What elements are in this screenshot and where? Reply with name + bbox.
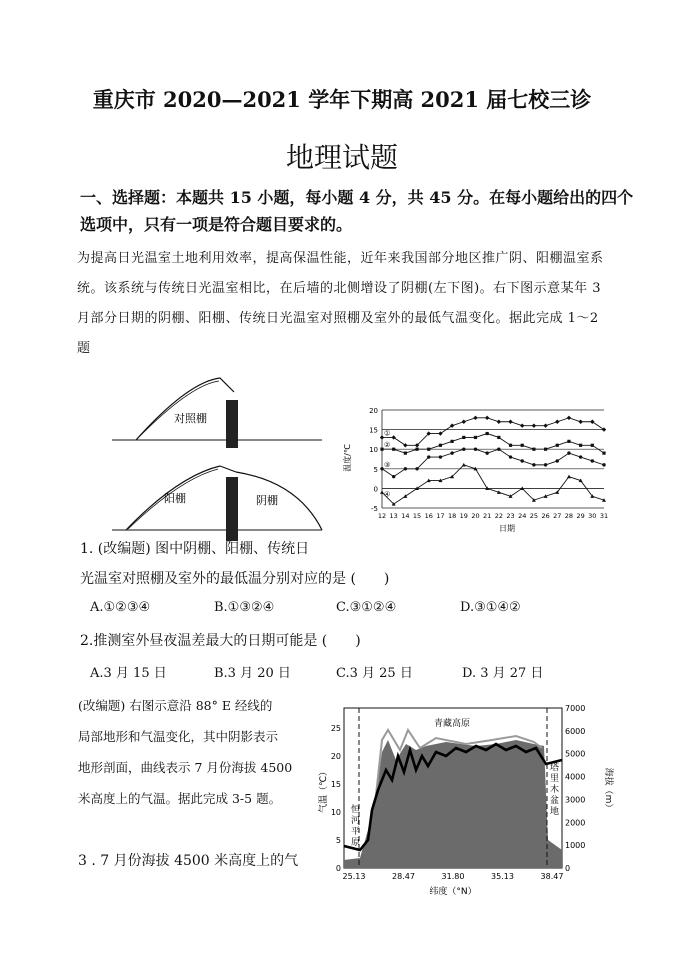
intro-paragraph-2	[78, 690, 308, 814]
temp-series-line	[382, 434, 604, 454]
temp-x-tick: 16	[424, 512, 433, 520]
temp-point	[497, 436, 500, 439]
q2-option-a[interactable]: A.3 月 15 日	[90, 666, 167, 681]
region-right-char: 盆	[550, 796, 560, 806]
profile-left-tick: 5	[335, 836, 341, 845]
temp-x-tick: 20	[471, 512, 480, 520]
intro2-line1: (改编题) 右图示意沿 88° E 经线的	[78, 698, 273, 713]
intro2-line2: 局部地形和气温变化，其中阴影表示	[78, 729, 279, 744]
temp-point	[532, 448, 535, 451]
intro1-line3: 月部分日期的阴棚、阳棚、传统日光温室对照棚及室外的最低气温变化。据此完成 1～2	[77, 311, 599, 326]
region-left-char: 平	[351, 827, 361, 837]
temp-x-tick: 13	[389, 512, 398, 520]
temp-point	[427, 455, 430, 458]
profile-right-tick: 6000	[565, 726, 586, 736]
profile-right-tick: 1000	[565, 841, 586, 851]
temp-point	[462, 420, 466, 424]
temp-point	[462, 448, 465, 451]
temp-x-tick: 14	[401, 512, 410, 520]
temp-point	[543, 423, 547, 427]
temp-point	[532, 463, 535, 466]
temp-point	[485, 416, 489, 420]
q2-option-b[interactable]: B.3 月 20 日	[214, 666, 291, 681]
temp-point	[532, 423, 536, 427]
temp-point	[404, 452, 407, 455]
temp-point	[439, 444, 442, 447]
temp-point	[509, 455, 512, 458]
temperature-line-chart	[342, 400, 612, 535]
temp-point	[520, 423, 524, 427]
temp-series-line	[382, 449, 604, 476]
q1-option-b[interactable]: B.①③②④	[214, 600, 275, 615]
temp-x-tick: 22	[494, 512, 503, 520]
intro1-line4: 题	[77, 341, 91, 356]
q2-option-d[interactable]: D. 3 月 27 日	[462, 666, 544, 681]
q1-option-a[interactable]: A.①②③④	[90, 600, 151, 615]
region-right-char: 塔	[550, 763, 560, 773]
profile-left-tick: 15	[330, 780, 341, 789]
temp-point	[474, 436, 477, 439]
profile-right-tick: 2000	[565, 818, 586, 828]
profile-left-tick: 10	[330, 808, 341, 817]
temp-x-tick: 27	[553, 512, 562, 520]
temp-y-tick: 10	[369, 446, 378, 455]
temp-x-tick: 28	[564, 512, 574, 520]
profile-left-tick: 20	[330, 752, 341, 761]
profile-right-tick: 3000	[565, 795, 586, 805]
profile-x-tick: 35.13	[491, 872, 514, 881]
temp-point	[578, 420, 582, 424]
temp-x-tick: 12	[377, 512, 387, 520]
temp-point	[404, 467, 407, 470]
temp-point	[602, 463, 605, 466]
left-axis-label: 气温（℃）	[319, 766, 329, 814]
temp-point	[602, 452, 605, 455]
temp-point	[567, 451, 570, 454]
region-left-char: 恒	[351, 805, 361, 815]
temp-point	[579, 455, 582, 458]
profile-left-tick: 25	[330, 724, 341, 733]
temp-series-label: ③	[384, 460, 391, 469]
temp-x-tick: 29	[576, 512, 585, 520]
temp-y-tick: 0	[373, 485, 378, 494]
intro-paragraph-1	[77, 244, 617, 364]
temp-x-tick: 26	[541, 512, 550, 520]
temp-point	[486, 432, 489, 435]
temp-point	[555, 420, 559, 424]
question-1-line1: 1. (改编题) 图中阴棚、阳棚、传统日	[80, 541, 310, 557]
question-1-line2: 光温室对照棚及室外的最低温分别对应的是 ( )	[80, 571, 390, 587]
greenhouse-diagram	[108, 372, 330, 554]
temp-x-tick: 17	[436, 512, 445, 520]
temp-point	[508, 420, 512, 424]
q2-option-c[interactable]: C.3 月 25 日	[336, 666, 413, 681]
right-axis-label: 海拔（m）	[603, 767, 613, 813]
temp-point	[567, 416, 571, 420]
section-heading-line2: 选项中，只有一项是符合题目要求的。	[80, 215, 353, 234]
temp-point	[567, 440, 570, 443]
temp-x-tick: 19	[459, 512, 468, 520]
temp-point	[392, 448, 395, 451]
profile-right-tick: 7000	[565, 704, 586, 713]
temp-series-label: ②	[384, 441, 391, 450]
temp-series-line	[382, 418, 604, 445]
intro2-line4: 米高度上的气温。据此完成 3-5 题。	[78, 791, 282, 806]
temp-point	[485, 451, 488, 454]
temp-y-tick: -5	[371, 505, 378, 513]
intro1-line2: 统。该系统与传统日光温室相比，在后墙的北侧增设了阴棚(左下图)。右下图示意某年 3	[77, 281, 602, 296]
profile-right-tick: 4000	[565, 772, 586, 782]
profile-x-tick: 25.13	[342, 872, 366, 881]
temp-x-tick: 21	[483, 512, 492, 520]
section-heading-line1: 一、选择题：本题共 15 小题，每小题 4 分，共 45 分。在每小题给出的四个	[80, 188, 634, 207]
temp-point	[556, 459, 559, 462]
intro1-line1: 为提高日光温室土地利用效率，提高保温性能，近年来我国部分地区推广阴、阳棚温室系	[77, 251, 604, 266]
temp-x-tick: 15	[412, 512, 422, 520]
question-2: 2.推测室外昼夜温差最大的日期可能是 ( )	[80, 633, 361, 649]
temp-point	[497, 448, 500, 451]
temp-point	[473, 416, 477, 420]
temp-point	[462, 436, 465, 439]
temp-point	[591, 459, 594, 462]
temp-x-tick: 18	[447, 512, 457, 520]
temp-point	[556, 444, 559, 447]
temp-y-tick: 5	[373, 465, 378, 474]
profile-x-tick: 31.80	[441, 872, 465, 881]
temp-point	[451, 440, 454, 443]
temp-point	[415, 448, 418, 451]
temp-chart-ylabel: 温度/℃	[343, 444, 352, 472]
temp-point	[544, 463, 547, 466]
section-heading	[80, 184, 640, 238]
temp-point	[521, 444, 524, 447]
temp-point	[567, 475, 571, 479]
temp-point	[579, 444, 582, 447]
q1-option-d[interactable]: D.③①④②	[460, 600, 521, 615]
temp-series-label: ①	[384, 429, 391, 438]
temp-point	[415, 467, 418, 470]
temp-series-label: ④	[384, 490, 391, 499]
profile-x-tick: 38.47	[540, 872, 564, 881]
label-shaded-greenhouse: 阴棚	[256, 494, 278, 507]
temp-y-tick: 15	[369, 426, 378, 435]
temp-point	[474, 448, 477, 451]
profile-right-tick: 5000	[565, 749, 586, 759]
temp-point	[521, 459, 524, 462]
region-left-char: 河	[351, 816, 361, 826]
temp-point	[392, 475, 395, 478]
temp-point	[509, 444, 512, 447]
profile-right-tick: 0	[565, 864, 571, 873]
question-3: 3 . 7 月份海拔 4500 米高度上的气	[78, 853, 299, 869]
temp-x-tick: 23	[506, 512, 515, 520]
q1-option-c[interactable]: C.③①②④	[336, 600, 397, 615]
temp-point	[544, 448, 547, 451]
profile-x-tick: 28.47	[392, 872, 415, 881]
temp-x-tick: 24	[518, 512, 527, 520]
region-left-char: 原	[351, 838, 361, 848]
temp-point	[450, 451, 453, 454]
region-right-char: 木	[550, 785, 560, 795]
temp-x-tick: 30	[588, 512, 597, 520]
exam-subject-title: 地理试题	[285, 141, 398, 174]
x-axis-label: 纬度（°N）	[429, 887, 477, 897]
temp-chart-xlabel: 日期	[499, 524, 515, 533]
temp-series-line	[382, 465, 604, 504]
region-right-char: 地	[550, 807, 560, 817]
temp-y-tick: 20	[369, 407, 378, 415]
region-tibetan-plateau: 青藏高原	[434, 719, 471, 729]
temp-point	[439, 455, 442, 458]
temp-point	[497, 420, 501, 424]
profile-left-tick: 0	[335, 864, 341, 873]
page-title: 重庆市 2020—2021 学年下期高 2021 届七校三诊	[92, 87, 592, 112]
temp-point	[591, 444, 594, 447]
region-right-char: 里	[550, 774, 560, 784]
terrain-profile-chart	[316, 700, 616, 898]
temp-x-tick: 25	[529, 512, 539, 520]
intro2-line3: 地形剖面，曲线表示 7 月份海拔 4500	[78, 760, 293, 775]
temp-point	[462, 463, 466, 467]
label-control-greenhouse: 对照棚	[174, 412, 207, 425]
temp-point	[427, 448, 430, 451]
label-sunny-greenhouse: 阳棚	[164, 492, 186, 505]
temp-x-tick: 31	[599, 512, 609, 520]
